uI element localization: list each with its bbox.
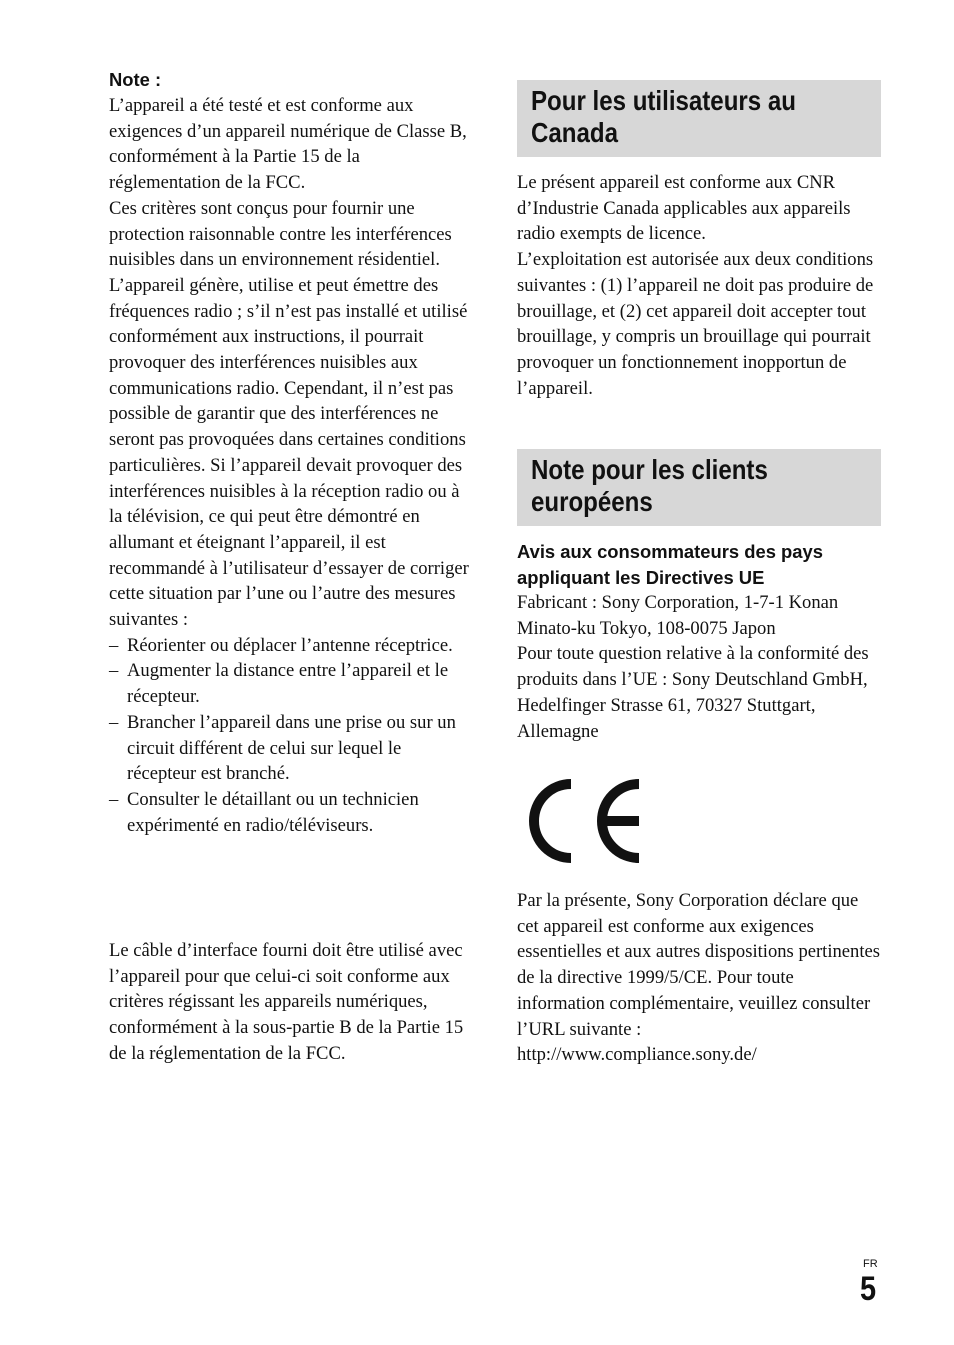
europe-heading-box (517, 449, 881, 526)
fcc-note-body (109, 93, 471, 838)
bullet-dash: – (109, 660, 119, 682)
bullet-dash: – (109, 634, 119, 656)
cable-paragraph: Le câble d’interface fourni doit être utilisé avec l’appareil pour que celui-ci soit conforme aux critères régissant les appareils numériques, conformément à la sous-partie B de la Partie 15 de la réglementation de la FCC. (109, 940, 464, 1064)
bullet-dash: – (109, 788, 119, 810)
bullet-dash: – (109, 711, 119, 733)
page-language-code: FR (863, 1258, 878, 1270)
ce-mark-icon (529, 779, 643, 863)
remedy-list-item (109, 787, 471, 838)
eu-directives-heading: Avis aux consommateurs des pays appliquant les Directives UE (517, 541, 823, 588)
eu-directives-body (517, 590, 881, 744)
remedy-text: Réorienter ou déplacer l’antenne réceptrice. (127, 634, 453, 656)
remedy-text: Consulter le détaillant ou un technicien expérimenté en radio/téléviseurs. (127, 788, 419, 836)
ce-mark-e-bar (605, 816, 639, 826)
canada-paragraph: Le présent appareil est conforme aux CNR d’Industrie Canada applicables aux appareils radio exempts de licence. (517, 172, 851, 245)
canada-heading: Pour les utilisateurs au Canada (531, 85, 796, 148)
remedy-list-item (109, 633, 471, 659)
note-heading: Note : (109, 69, 162, 90)
canada-body (517, 170, 881, 401)
declaration-body (517, 888, 881, 1068)
manufacturer-paragraph: Fabricant : Sony Corporation, 1-7-1 Konan Minato-ku Tokyo, 108-0075 Japon (517, 592, 839, 639)
remedy-text: Brancher l’appareil dans une prise ou sur un circuit différent de celui sur lequel le récepteur est branché. (127, 711, 456, 785)
canada-paragraph: L’exploitation est autorisée aux deux conditions suivantes : (1) l’appareil ne doit pas produire de brouillage, et (2) cet appareil doit accepter tout brouillage, y compris un brouillage qui pourrait provoquer un fonctionnement inopportun de l’appareil. (517, 249, 874, 399)
remedy-list-item (109, 658, 471, 709)
declaration-paragraph: Par la présente, Sony Corporation déclare que cet appareil est conforme aux exigences essentielles et aux autres dispositions pertinentes de la directive 1999/5/CE. Pour toute information complémentaire, veuillez consulter l’URL suivante : http://www.compliance.sony.de/ (517, 890, 881, 1066)
europe-heading: Note pour les clients européens (531, 454, 768, 517)
fcc-interference-paragraph: Ces critères sont conçus pour fournir une protection raisonnable contre les interférences nuisibles dans un environnement résidentiel. L’appareil génère, utilise et peut émettre des fréquences radio ; s’il n’est pas installé et utilisé conformément aux instructions, il pourrait provoquer des interférences nuisibles aux communications radio. Cependant, il n’est pas possible de garantir que des interférences ne seront pas provoquées dans certaines conditions particulières. Si l’appareil devait provoquer des interférences nuisibles à la réception radio ou à la télévision, ce qui peut être démontré en allumant et éteignant l’appareil, il est recommandé à l’utilisateur d’essayer de corriger cette situation par l’une ou l’autre des mesures suivantes : (109, 197, 469, 631)
cable-paragraph-block (109, 938, 471, 1067)
remedy-text: Augmenter la distance entre l’appareil et le récepteur. (127, 660, 449, 708)
canada-heading-box (517, 80, 881, 157)
fcc-compliance-paragraph: L’appareil a été testé et est conforme aux exigences d’un appareil numérique de Classe B, conformément à la Partie 15 de la réglementation de la FCC. (109, 95, 467, 194)
remedy-list (109, 633, 471, 839)
eu-contact-paragraph: Pour toute question relative à la conformité des produits dans l’UE : Sony Deutschland GmbH, Hedelfinger Strasse 61, 70327 Stuttgart, Allemagne (517, 643, 869, 742)
ce-mark-c (534, 784, 571, 858)
page-number: 5 (860, 1270, 877, 1308)
remedy-list-item (109, 710, 471, 787)
